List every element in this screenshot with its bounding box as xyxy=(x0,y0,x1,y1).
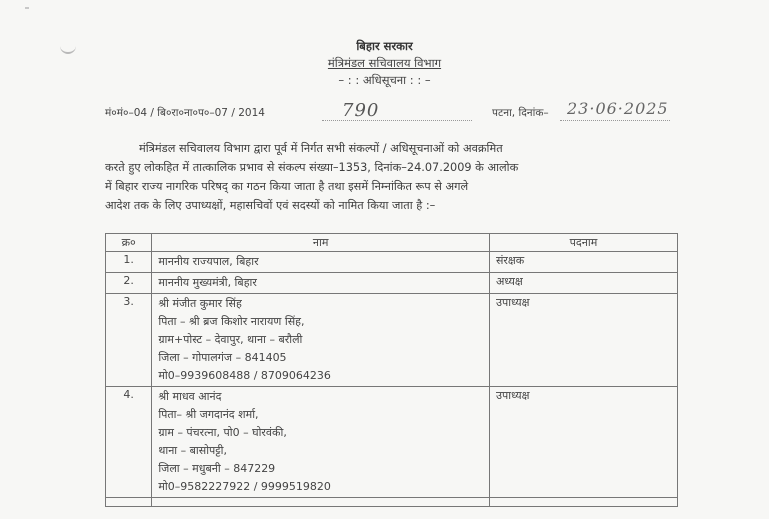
paper-speck xyxy=(25,7,29,9)
table-row xyxy=(106,294,678,387)
table-row xyxy=(106,387,678,498)
name-line: जिला – गोपालगंज – 841405 xyxy=(158,351,287,364)
name-line: जिला – मधुबनी – 847229 xyxy=(158,462,276,475)
designation-cell: अध्यक्ष xyxy=(489,273,677,294)
designation-cell xyxy=(489,498,677,507)
paragraph-line: में बिहार राज्य नागरिक परिषद् का गठन किया जाता है तथा इसमें निम्नांकित रूप से अगले xyxy=(105,180,469,193)
handwritten-date: 23·06·2025 xyxy=(567,99,669,118)
name-cell xyxy=(152,294,490,387)
table-row xyxy=(106,273,678,294)
memo-number: 790 xyxy=(342,100,380,121)
designation-cell: संरक्षक xyxy=(489,252,677,273)
name-line: मो0–9582227922 / 9999519820 xyxy=(158,480,331,493)
notification-heading: – : : अधिसूचना : : – xyxy=(338,73,431,87)
name-line: ग्राम+पोस्ट – देवापुर, थाना – बरौली xyxy=(158,333,303,346)
name-cell xyxy=(152,273,490,294)
serial-cell: 2. xyxy=(106,273,152,294)
serial-cell: 4. xyxy=(106,387,152,498)
serial-cell: 3. xyxy=(106,294,152,387)
government-title: बिहार सरकार xyxy=(356,39,413,53)
name-cell xyxy=(152,498,490,507)
table-row xyxy=(106,252,678,273)
paragraph-line: मंत्रिमंडल सचिवालय विभाग द्वारा पूर्व में निर्गत सभी संकल्पों / अधिसूचनाओं को अवक्रमित xyxy=(139,142,503,155)
date-blank xyxy=(560,120,670,121)
table-header-row xyxy=(106,234,678,252)
name-header: नाम xyxy=(152,234,490,252)
name-line: माननीय राज्यपाल, बिहार xyxy=(158,255,259,268)
paragraph-line: आदेश तक के लिए उपाध्यक्षों, महासचिवों एवं सदस्यों को नामित किया जाता है :– xyxy=(105,199,436,212)
name-line: पिता – श्री ब्रज किशोर नारायण सिंह, xyxy=(158,315,305,328)
name-cell xyxy=(152,387,490,498)
name-line: श्री मंजीत कुमार सिंह xyxy=(158,297,242,310)
name-line: माननीय मुख्यमंत्री, बिहार xyxy=(158,276,257,289)
serial-cell xyxy=(106,498,152,507)
name-line: पिता– श्री जगदानंद शर्मा, xyxy=(158,408,259,421)
designation-cell: उपाध्यक्ष xyxy=(489,294,677,387)
memo-reference: मं०मं०–04 / बि०रा०ना०प०–07 / 2014 xyxy=(105,107,265,119)
serial-cell: 1. xyxy=(106,252,152,273)
designation-header: पदनाम xyxy=(489,234,677,252)
department-title: मंत्रिमंडल सचिवालय विभाग xyxy=(327,56,442,70)
serial-header: क्र० xyxy=(106,234,152,252)
paragraph-line: करते हुए लोकहित में तात्कालिक प्रभाव से संकल्प संख्या–1353, दिनांक–24.07.2009 के आलोक xyxy=(105,161,519,174)
name-line: ग्राम – पंचरत्ना, पो0 – घोरवंकी, xyxy=(158,426,287,439)
notification-paragraph xyxy=(105,139,671,215)
name-line: श्री माधव आनंद xyxy=(158,390,222,403)
name-cell xyxy=(152,252,490,273)
nominees-table xyxy=(105,233,678,507)
name-line: थाना – बासोपट्टी, xyxy=(158,444,228,457)
table-row-partial xyxy=(106,498,678,507)
designation-cell: उपाध्यक्ष xyxy=(489,387,677,498)
name-line: मो0–9939608488 / 8709064236 xyxy=(158,369,331,382)
date-label: पटना, दिनांक– xyxy=(492,107,549,119)
